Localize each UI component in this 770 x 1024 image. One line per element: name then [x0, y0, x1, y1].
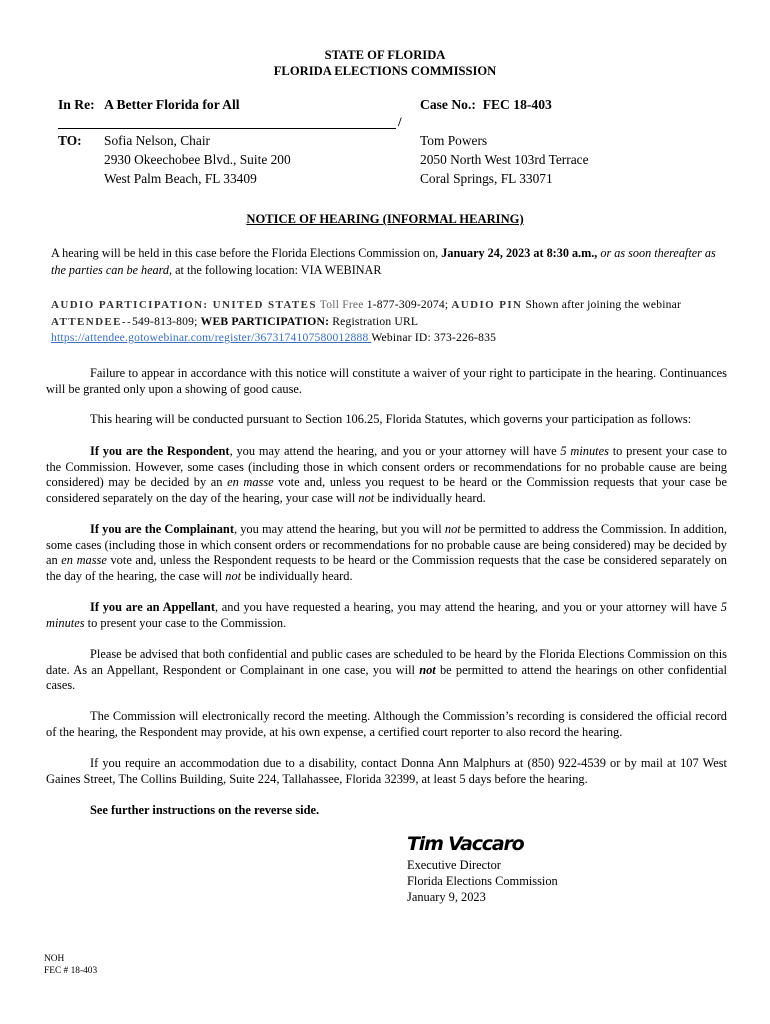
webinar-line-3: [51, 330, 741, 347]
complainant-paragraph: [46, 522, 727, 584]
audio-pin-label: AUDIO PIN: [451, 299, 523, 311]
appellant-paragraph: [46, 600, 727, 631]
toll-free-label: Toll Free: [316, 298, 364, 311]
appellant-minutes: 5 minutes: [46, 600, 727, 630]
record-paragraph: [46, 709, 727, 740]
recipient-left-city: West Palm Beach, FL 33409: [104, 171, 257, 186]
toll-free-number: 1-877-309-2074;: [363, 298, 452, 311]
recipient-right-street: 2050 North West 103rd Terrace: [420, 152, 589, 167]
in-re-line: [58, 97, 240, 113]
recipient-right-city: Coral Springs, FL 33071: [420, 171, 553, 186]
accommodation-paragraph: [46, 756, 727, 787]
recipient-left-street: 2930 Okeechobee Blvd., Suite 200: [104, 152, 291, 167]
webinar-line-1: [51, 297, 741, 314]
webinar-line-2: [51, 314, 741, 331]
web-participation-label: WEB PARTICIPATION:: [200, 314, 330, 328]
appellant-lead: If you are an Appellant: [90, 600, 215, 614]
respondent-text-1: , you may attend the hearing, and you or your attorney will have: [229, 444, 561, 458]
webinar-details: [51, 297, 741, 347]
footer-noh: NOH: [44, 954, 65, 964]
registration-link[interactable]: https://attendee.gotowebinar.com/register/3673174107580012888: [51, 331, 372, 344]
signature-date: January 9, 2023: [407, 890, 486, 904]
advised-text-2: be permitted to attend the hearings on other confidential cases.: [46, 662, 728, 693]
respondent-minutes: 5 minutes: [560, 444, 609, 458]
appellant-text-1: , and you have requested a hearing, you may attend the hearing, and you or your attorney will have: [214, 600, 721, 614]
in-re-value: A Better Florida for All: [104, 97, 240, 112]
audio-pin-value: Shown after joining the webinar: [522, 298, 682, 311]
footer-case: FEC # 18-403: [44, 966, 98, 976]
failure-paragraph: [46, 366, 727, 397]
footer-code: [44, 953, 97, 977]
signer-org: Florida Elections Commission: [407, 874, 558, 888]
caption-rule: [58, 128, 396, 129]
respondent-text-2: to present your case to the Commission. However, some cases (including those in which consent orders or recommendations for no probable cause are being considered) may be decided by an: [46, 444, 727, 490]
complainant-lead: If you are the Complainant: [90, 522, 234, 536]
hearing-as-soon: or as soon thereafter as the parties can be heard: [51, 246, 716, 277]
case-value: FEC 18-403: [482, 97, 552, 112]
respondent-paragraph: [46, 444, 727, 506]
hearing-date: January 24, 2023 at 8:30 a.m.,: [441, 246, 598, 260]
complainant-not-1: not: [444, 522, 461, 536]
complainant-not-2: not: [225, 568, 242, 583]
pursuant-paragraph: [46, 412, 727, 428]
recipient-right: [420, 131, 589, 188]
appellant-text-2: to present your case to the Commission.: [84, 615, 287, 630]
header-commission: FLORIDA ELECTIONS COMMISSION: [273, 64, 497, 78]
respondent-text-3: vote and, unless you request to be heard or the Commission requests that your case be considered separately on the day of the hearing, your case will: [46, 475, 727, 505]
pursuant-text: This hearing will be conducted pursuant to Section 106.25, Florida Statutes, which governs your participation as follows:: [90, 412, 692, 426]
recipient-left-name: Sofia Nelson, Chair: [104, 133, 210, 148]
failure-text: Failure to appear in accordance with this notice will constitute a waiver of your right to participate in the hearing. Continuances will be granted only upon a showing of good cause.: [46, 366, 727, 396]
header-state: STATE OF FLORIDA: [324, 48, 446, 62]
to-label: TO:: [58, 133, 82, 148]
caption-slash: /: [398, 114, 402, 129]
complainant-text-2: be permitted to address the Commission. In addition, some cases (including those in which consent orders or recommendations for no probable cause are being considered) may be decided by an: [46, 522, 727, 568]
web-participation-value: Registration URL: [329, 314, 419, 328]
case-label: Case No.:: [420, 97, 476, 112]
further-text: See further instructions on the reverse side.: [90, 803, 320, 817]
advised-paragraph: [46, 647, 727, 694]
complainant-en-masse: en masse: [61, 553, 107, 568]
respondent-not: not: [358, 490, 375, 505]
respondent-en-masse: en masse: [227, 475, 274, 490]
complainant-text-4: be individually heard.: [241, 568, 353, 583]
complainant-text-1: , you may attend the hearing, but you will: [233, 522, 445, 536]
complainant-text-3: vote and, unless the Respondent requests to be heard or the Commission requests that the case be considered separately on the day of the hearing, the case will: [46, 553, 727, 583]
hearing-text: A hearing will be held in this case before the Florida Elections Commission on,: [51, 246, 442, 260]
further-instructions: [46, 803, 727, 819]
case-number: [420, 97, 552, 113]
in-re-label: In Re:: [58, 97, 95, 112]
audio-participation-label: AUDIO PARTICIPATION: UNITED STATES: [51, 299, 317, 311]
attendee-value: 549-813-809;: [132, 314, 201, 328]
signature: Tim Vaccaro: [407, 833, 524, 855]
hearing-info: [51, 245, 731, 279]
accommodation-text: If you require an accommodation due to a disability, contact Donna Ann Malphurs at (850) 922-4539 or by mail at 107 West Gaines Street, The Collins Building, Suite 224, Tallahassee, Florida 32399, at least 5 days before the hearing.: [46, 756, 727, 786]
signature-block: [407, 857, 558, 905]
attendee-label: ATTENDEE--: [51, 315, 133, 328]
hearing-location: , at the following location: VIA WEBINAR: [169, 263, 382, 277]
notice-title: NOTICE OF HEARING (INFORMAL HEARING): [246, 212, 524, 226]
advised-text-1: Please be advised that both confidential and public cases are scheduled to be heard by the Florida Elections Commission on this date. As an Appellant, Respondent or Complainant in one case, you will: [46, 647, 727, 677]
respondent-text-4: be individually heard.: [374, 490, 486, 505]
record-text: The Commission will electronically record the meeting. Although the Commission’s recording is considered the official record of the hearing, the Respondent may provide, at his own expense, a certified court reporter to also record the hearing.: [46, 709, 727, 739]
webinar-id: Webinar ID: 373-226-835: [371, 331, 497, 344]
respondent-lead: If you are the Respondent: [90, 444, 230, 458]
advised-not: not: [419, 662, 436, 677]
recipient-left: [104, 131, 291, 188]
recipient-right-name: Tom Powers: [420, 133, 488, 148]
signer-title: Executive Director: [407, 858, 501, 872]
